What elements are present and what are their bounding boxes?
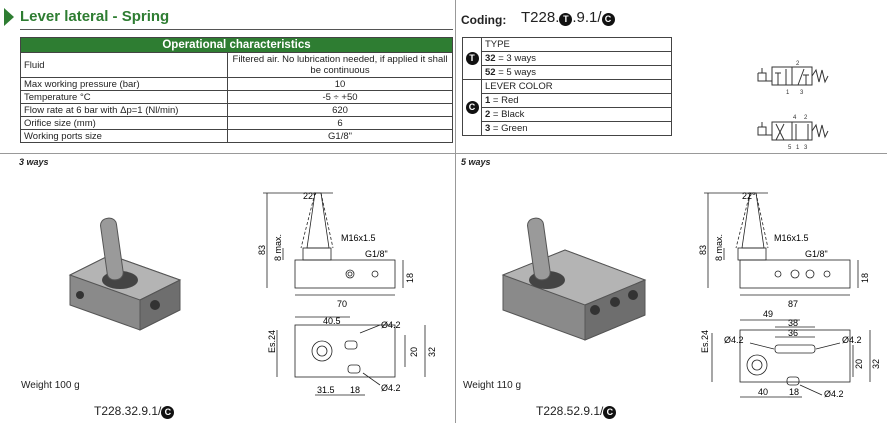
color-symbol-cell — [463, 80, 482, 136]
row-label: Orifice size (mm) — [21, 117, 228, 130]
port-label: 5 — [788, 145, 792, 151]
port-label: 4 — [793, 115, 797, 121]
color-text: = Red — [490, 94, 519, 106]
five-ways-label: 5 ways — [461, 157, 491, 167]
table-row — [21, 91, 453, 104]
product-code — [536, 404, 616, 419]
color-key: 3 — [485, 122, 491, 134]
three-ways-label: 3 ways — [19, 157, 49, 167]
color-key: 2 — [485, 108, 491, 120]
type-symbol-cell — [463, 38, 482, 80]
dim-18h: 18 — [860, 272, 870, 283]
list-item — [463, 108, 672, 122]
section-title: Lever lateral - Spring — [20, 8, 170, 25]
weight-label: Weight 100 g — [21, 380, 80, 391]
five-way-dimension-drawing — [690, 185, 880, 410]
row-value: 10 — [228, 78, 453, 91]
type-key: 52 — [485, 66, 496, 78]
op-table-title: Operational characteristics — [21, 38, 453, 53]
dim-es24: Es.24 — [700, 329, 710, 353]
dim-32: 32 — [871, 358, 881, 369]
dim-es24: Es.24 — [267, 329, 277, 353]
pneumatic-symbols — [738, 55, 858, 150]
type-heading: TYPE — [482, 38, 672, 52]
port-label: 1 — [786, 90, 790, 96]
c-symbol-icon: C — [466, 101, 479, 114]
coding-code — [521, 9, 615, 26]
operational-characteristics-table — [20, 37, 453, 143]
row-value: 6 — [228, 117, 453, 130]
row-value: -5 ÷ +50 — [228, 91, 453, 104]
dim-20: 20 — [409, 346, 419, 357]
section-separator — [0, 153, 887, 154]
row-label: Flow rate at 6 bar with Δp=1 (Nl/min) — [21, 104, 228, 117]
port-label: 2 — [804, 115, 808, 121]
dim-38: 38 — [788, 318, 799, 328]
dim-port: G1/8" — [365, 249, 388, 259]
three-way-dimension-drawing — [255, 185, 435, 410]
table-row — [21, 53, 453, 78]
dim-31-5: 31.5 — [317, 385, 335, 395]
table-row — [21, 130, 453, 143]
port-label: 3 — [804, 145, 808, 151]
five-way-valve-image — [495, 210, 655, 360]
title-underline — [20, 29, 453, 30]
row-value: G1/8" — [228, 130, 453, 143]
coding-code-mid: .9.1/ — [572, 9, 602, 26]
dim-8max: 8 max. — [714, 233, 724, 261]
product-code-text: T228.32.9.1/ — [94, 404, 162, 418]
dim-20: 20 — [854, 358, 864, 369]
list-item — [463, 94, 672, 108]
c-symbol-icon: C — [603, 406, 616, 419]
dim-angle: 22° — [742, 191, 756, 201]
row-label: Fluid — [21, 53, 228, 78]
type-text: = 5 ways — [495, 66, 536, 78]
port-label: 2 — [796, 61, 800, 67]
color-key: 1 — [485, 94, 491, 106]
list-item — [463, 52, 672, 66]
dim-18h: 18 — [405, 272, 415, 283]
list-item — [463, 122, 672, 136]
port-label: 1 — [796, 145, 800, 151]
five-way-symbol — [758, 122, 828, 140]
dim-83: 83 — [257, 244, 267, 255]
dim-87: 87 — [788, 299, 799, 309]
three-way-symbol — [758, 67, 828, 85]
weight-label: Weight 110 g — [463, 380, 522, 391]
dim-thread: M16x1.5 — [774, 233, 809, 243]
row-label: Temperature °C — [21, 91, 228, 104]
dim-port: G1/8" — [805, 249, 828, 259]
dim-hole1: Ø4.2 — [724, 335, 744, 345]
t-symbol-icon: T — [559, 13, 572, 26]
table-row — [21, 104, 453, 117]
dim-hole2: Ø4.2 — [381, 383, 401, 393]
dim-18: 18 — [350, 385, 361, 395]
coding-code-prefix: T228. — [521, 9, 560, 26]
three-way-valve-image — [60, 210, 200, 350]
coding-label: Coding: — [461, 13, 507, 27]
dim-70: 70 — [337, 299, 348, 309]
section-arrow-icon — [4, 8, 14, 26]
port-label: 3 — [800, 90, 804, 96]
type-key: 32 — [485, 52, 496, 64]
dim-83: 83 — [698, 244, 708, 255]
color-text: = Black — [490, 108, 525, 120]
list-item — [463, 66, 672, 80]
row-value: Filtered air. No lubrication needed, if applied it shall be continuous — [228, 53, 453, 78]
c-symbol-icon: C — [161, 406, 174, 419]
color-text: = Green — [490, 122, 528, 134]
dim-49: 49 — [763, 309, 774, 319]
product-code — [94, 404, 174, 419]
dim-angle: 22° — [303, 191, 317, 201]
table-row — [21, 78, 453, 91]
c-symbol-icon: C — [602, 13, 615, 26]
coding-table — [462, 37, 672, 136]
type-text: = 3 ways — [495, 52, 536, 64]
t-symbol-icon: T — [466, 52, 479, 65]
dim-hole3: Ø4.2 — [824, 389, 844, 399]
dim-18: 18 — [789, 387, 800, 397]
row-value: 620 — [228, 104, 453, 117]
dim-40: 40 — [758, 387, 769, 397]
dim-hole2: Ø4.2 — [842, 335, 862, 345]
product-code-text: T228.52.9.1/ — [536, 404, 604, 418]
row-label: Working ports size — [21, 130, 228, 143]
color-heading: LEVER COLOR — [482, 80, 672, 94]
dim-thread: M16x1.5 — [341, 233, 376, 243]
dim-32: 32 — [427, 346, 437, 357]
dim-36: 36 — [788, 328, 799, 338]
column-divider — [455, 0, 456, 423]
dim-40-5: 40.5 — [323, 316, 341, 326]
dim-hole1: Ø4.2 — [381, 320, 401, 330]
row-label: Max working pressure (bar) — [21, 78, 228, 91]
table-row — [21, 117, 453, 130]
dim-8max: 8 max. — [273, 233, 283, 261]
